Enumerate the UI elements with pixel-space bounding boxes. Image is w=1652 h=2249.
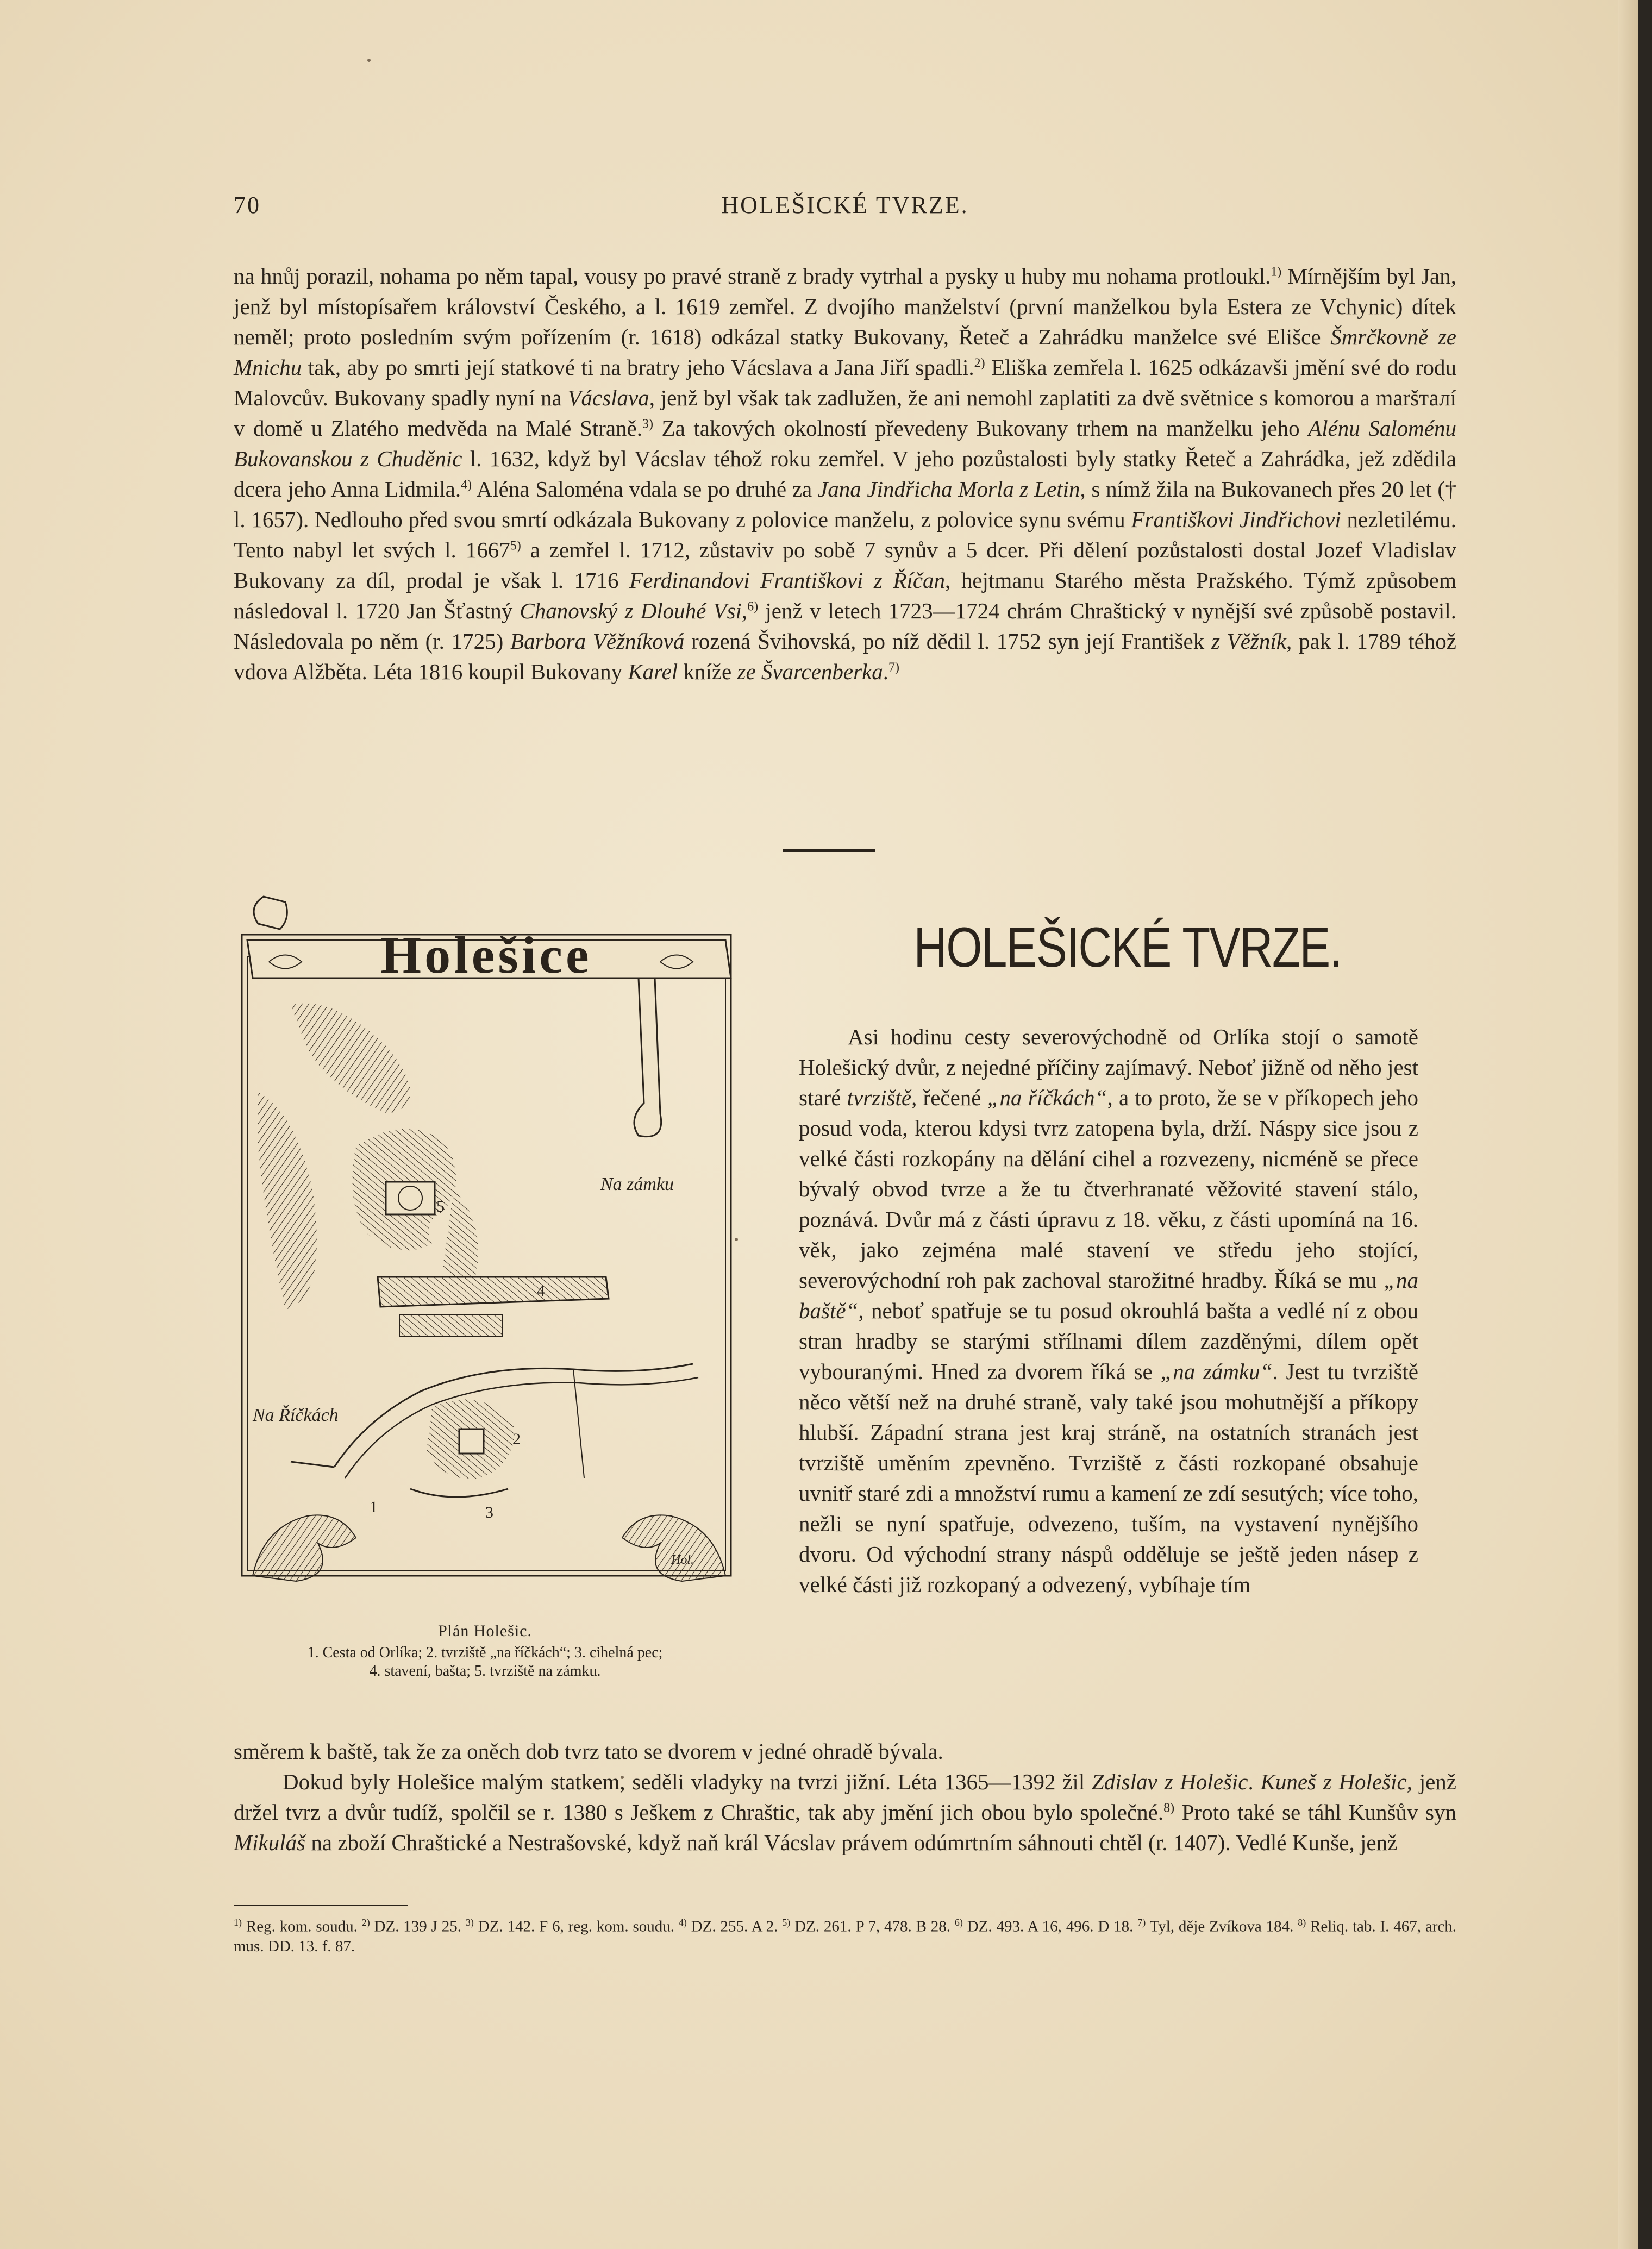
plan-of-holesice-map [226,886,747,1592]
footnotes-run: 5) [782,1917,791,1928]
body-top-run: Šmrčkovně ze Mnichu [234,324,1456,380]
body-top-run: Alénu Saloménu Bukovanskou z Chuděnic [234,416,1456,471]
column-text-run: tvrziště [847,1085,912,1110]
body-top-run: na hnůj porazil, nohama po něm tapal, vousy po pravé straně z brady vytrhal a pysky u huby mu nohama protloukl. [234,264,1271,289]
map-road [334,1364,693,1467]
body-top-run: Za takových okolností převedeny Bukovany trhem na manželku jeho [653,416,1309,441]
map-corner-ornament-right [622,1515,725,1581]
footnotes-run: DZ. 139 J 25. [370,1918,466,1935]
body-top-run: Eliška zemřela l. 1625 odkázavši jmění své do rodu Malovcův. Bukovany spadly nyní na [234,355,1457,410]
body-top-run: 4) [461,478,472,492]
footnotes-run: Tyl, děje Zvíkova 184. [1146,1918,1298,1935]
body-text-bottom [234,1736,1456,1858]
map-banner-title: Holešice [380,926,592,984]
column-text-run: „na zámku“ [1160,1359,1273,1384]
section-divider [783,849,875,852]
footnotes-run: 6) [954,1917,963,1928]
footnotes [234,1913,1456,1956]
map-label-na-zamku: Na zámku [600,1174,674,1194]
column-text-run: Asi hodinu cesty severovýchodně od Orlíka stojí o samotě Holešický dvůr, z nejedné příčiny zajímavý. Neboť jižně od něho jest staré [799,1024,1418,1110]
paragraph-vladyky [234,1766,1456,1858]
running-title: HOLEŠICKÉ TVRZE. [721,192,969,218]
map-scroll-ribbon [634,978,661,1137]
footnotes-run: Reg. kom. soudu. [242,1918,362,1935]
map-number-4: 4 [537,1282,545,1300]
body-top-run: 5) [510,538,521,553]
footnotes-run: DZ. 255. A 2. [686,1918,783,1935]
footnotes-run: DZ. 493. A 16, 496. D 18. [962,1918,1138,1935]
para2-run: Kuneš z Holešic [1260,1769,1407,1794]
para2-run: na zboží Chraštické a Nestrašovské, když naň král Vácslav právem odúmrtním sáhnouti chtěl (r. 1407). Vedlé Kunše, jenž [305,1830,1398,1855]
body-top-run: Vácslava [567,385,649,410]
body-top-run: . [883,659,889,684]
body-top-run: Aléna Saloména vdala se po druhé za [472,477,818,502]
paragraph-holesice-intro [799,1022,1418,1600]
para2-run: , jenž držel tvrz a dvůr tudíž, spolčil se r. 1380 s Ješkem z Chraštic, tak aby jmění jich obou bylo společné. [234,1769,1457,1825]
para2-run: 8) [1163,1801,1175,1815]
column-text-run: , neboť spatřuje se tu posud okrouhlá bašta a vedlé ní z obou stran hradby se starými střílnami dílem zazděnými, dílem opět vybouranými. Hned za dvorem říká se [799,1298,1418,1384]
footnotes-run: 7) [1137,1917,1146,1928]
map-caption [220,1622,750,1681]
footnotes-run: 8) [1298,1917,1306,1928]
footnotes-run: 2) [361,1917,370,1928]
body-top-run: 3) [642,417,653,431]
para2-run: Mikuláš [234,1830,306,1855]
chapter-heading: HOLEŠICKÉ TVRZE. [913,916,1342,979]
book-edge [1638,0,1652,2249]
body-top-run: Jana Jindřicha Morla z Letin [818,477,1080,502]
running-header [234,191,1456,229]
map-slope-west [258,1092,317,1310]
body-top-run: Ferdinandovi Františkovi z Říčan [629,568,946,593]
para2-run: Dokud byly Holešice malým statkem, seděli vladyky na tvrzi jižní. Léta 1365—1392 žil [283,1769,1092,1794]
body-top-run: , jenž byl však tak zadlužen, že ani nemohl zaplatiti za dvě světnice s komorou a maršталí v domě u Zlatého medvěda na Malé Straně. [234,385,1457,441]
page-gutter [1618,0,1638,2249]
footnote-rule [234,1905,408,1906]
map-number-5: 5 [436,1198,445,1216]
map-legend-line-2: 4. stavení, bašta; 5. tvrziště na zámku. [369,1663,601,1680]
body-top-run: l. 1632, když byl Vácslav téhož roku zemřel. V jeho pozůstalosti byly statky Řeteč a Zahrádka, jež zdědila dcera jeho Anna Lidmila. [234,446,1456,502]
paragraph-bukovany [234,261,1456,687]
body-top-run: ze Švarcenberka [737,659,883,684]
body-top-run: Karel [628,659,678,684]
map-building-bastion [378,1277,609,1307]
map-number-2: 2 [512,1430,521,1448]
map-number-3: 3 [485,1503,493,1521]
footnotes-run: 3) [465,1917,474,1928]
para2-run: . [1248,1769,1261,1794]
body-top-run: , s nímž žila na Bukovanech přes 20 let († l. 1657). Nedlouho před svou smrtí odkázala Bukovany z polovice manželu, z polovice synu svému [234,477,1457,532]
map-label-na-rickach: Na Říčkách [253,1405,339,1425]
body-top-run: tak, aby po smrti její statkové ti na bratry jeho Vácslava a Jana Jiří spadli. [302,355,974,380]
body-top-run: z Věžník [1211,629,1286,654]
body-text-column [799,1022,1418,1600]
continuation-line: směrem k baště, tak že za oněch dob tvrz tato se dvorem v jedné ohradě bývala. [234,1739,943,1764]
map-legend-line-1: 1. Cesta od Orlíka; 2. tvrziště „na říčkách“; 3. cihelná pec; [307,1644,663,1661]
map-caption-title: Plán Holešic. [438,1622,532,1640]
page-number: 70 [234,192,261,218]
column-text-run: „na baště“ [799,1268,1418,1323]
para2-run: Proto také se táhl Kunšův syn [1174,1800,1456,1825]
map-signature: Hol. [671,1553,694,1567]
footnotes-run: DZ. 142. F 6, reg. kom. soudu. [473,1918,679,1935]
body-top-run: Chanovský z Dlouhé Vsi [520,598,742,623]
body-top-run: , [741,598,748,623]
body-top-run: Barbora Věžníková [510,629,685,654]
column-text-run: . Jest tu tvrziště něco větší než na druhé straně, valy také jsou mohutnější a příkopy hlubší. Západní strana jest kraj stráně, na ostatních stranách jest tvrziště uměním zpevněno. Tvrziště z části rozkopané obsahuje uvnitř staré zdi a množství rumu a kamení ze zdí sesutých; více toho, nežli se nyní spatřuje, odvezeno, tuším, na vystavení nynějšího dvoru. Od východní strany náspů odděluje se ještě jeden násep z velké části již rozkopaný a odvezený, vybíhaje tím [799,1359,1418,1597]
column-text-run: „na říčkách“ [987,1085,1107,1110]
map-hill-north [291,1004,410,1114]
body-top-run: rozená Švihovská, po níž dědil l. 1752 syn její František [684,629,1211,654]
body-top-run: jenž v letech 1723—1724 chrám Chraštický v nynější své způsobě postavil. Následovala po něm (r. 1725) [234,598,1456,654]
body-top-run: 7) [888,660,900,675]
body-text-top [234,261,1456,687]
body-top-run: 1) [1271,265,1282,279]
body-top-run: kníže [678,659,737,684]
column-text-run: , a to proto, že se v příkopech jeho posud voda, kterou kdysi tvrz zatopena byla, drží. Náspy sice jsou z velké části rozkopány na dělání cihel a rozvezeny, nicméně se přece bývalý obvod tvrze a že tu čtverhranaté věžovité stavení stálo, poznává. Dvůr má z části úpravu z 18. věku, z části upomíná na 16. věk, jako zejména malé stavení ve středu jeho stojící, severovýchodní roh pak zachoval starožitné hradby. Říká se mu [799,1085,1419,1293]
body-top-run: , hejtmanu Starého města Pražského. Týmž způsobem následoval l. 1720 Jan Šťastný [234,568,1456,623]
map-corner-ornament-left [253,1515,356,1581]
column-text-run: , řečené [911,1085,987,1110]
footnotes-run: DZ. 261. P 7, 478. B 28. [790,1918,955,1935]
footnotes-run: 4) [678,1917,687,1928]
body-top-run: nezletilému. Tento nabyl let svých l. 1667 [234,507,1457,562]
footnotes-run: 1) [234,1917,242,1928]
body-top-run: 2) [974,356,985,371]
body-top-run: a zemřel l. 1712, zůstaviv po sobě 7 synův a 5 dcer. Při dělení pozůstalosti dostal Jozef Vladislav Bukovany za díl, prodal je však l. 1716 [234,537,1457,593]
body-top-run: Františkovi Jindřichovi [1131,507,1341,532]
body-top-run: 6) [747,599,759,614]
body-top-run: Mírnějším byl Jan, jenž byl místopísařem království Českého, a l. 1619 zemřel. Z dvojího manželství (první manželkou byla Estera ze Vchynic) dítek neměl; proto posledním svým pořízením (r. 1618) odkázal statky Bukovany, Řeteč a Zahrádku manželce své Elišce [234,264,1456,349]
footnotes-run: Reliq. tab. I. 467, arch. mus. DD. 13. f. 87. [234,1918,1456,1955]
map-number-1: 1 [370,1498,378,1516]
para2-run: Zdislav z Holešic [1091,1769,1248,1794]
footnote-text [234,1913,1456,1956]
body-top-run: , pak l. 1789 téhož vdova Alžběta. Léta 1816 koupil Bukovany [234,629,1456,684]
